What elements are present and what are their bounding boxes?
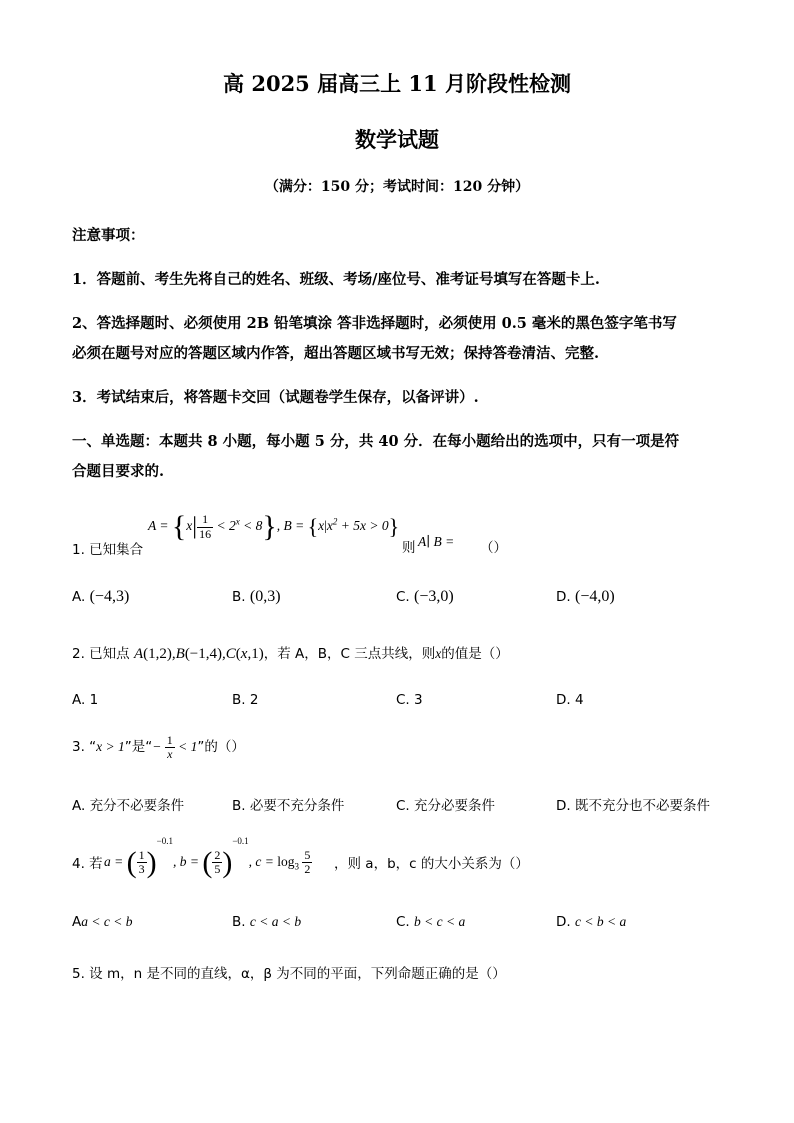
note-3: 3．考试结束后，将答题卡交回（试题卷学生保存，以备评讲）. bbox=[72, 389, 479, 406]
variable-x: x bbox=[435, 646, 442, 661]
question-3-prefix: 3. “ bbox=[72, 738, 97, 755]
exam-title: 高 2025 届高三上 11 月阶段性检测 bbox=[223, 71, 571, 96]
section-heading-line-1: 一、单选题：本题共 8 小题，每小题 5 分，共 40 分．在每小题给出的选项中，只有一项是符 bbox=[72, 433, 680, 450]
q1-option-c[interactable]: C. (−3,0) bbox=[396, 588, 454, 605]
question-3-mid: ”是“ bbox=[124, 738, 153, 755]
question-3 bbox=[72, 734, 245, 761]
q3-option-b[interactable]: B. 必要不充分条件 bbox=[232, 798, 345, 814]
q3-option-d[interactable]: D. 既不充分也不必要条件 bbox=[556, 798, 710, 814]
q2-option-b[interactable]: B. 2 bbox=[232, 692, 259, 708]
q1-option-d[interactable]: D. (−4,0) bbox=[556, 588, 615, 605]
intersection-expression: A∣ B = bbox=[418, 534, 455, 549]
note-2-line-2: 必须在题号对应的答题区域内作答，超出答题区域书写无效；保持答卷清洁、完整. bbox=[72, 345, 600, 362]
question-4-tail: ，则 a，b，c 的大小关系为（） bbox=[334, 856, 529, 872]
q2-option-a[interactable]: A. 1 bbox=[72, 692, 99, 708]
q4-option-a[interactable]: Aa < c < b bbox=[72, 914, 133, 930]
question-1-tail: （） bbox=[480, 540, 507, 556]
notes-heading: 注意事项： bbox=[72, 227, 145, 244]
q1-option-a[interactable]: A. (−4,3) bbox=[72, 588, 130, 605]
abc-definitions: a = ( $\frac{1}{3}$ )$^{-0.1}$, b = ( $\frac{2}{5}$ )$^{-0.1}$, $c = \log_3$ $\frac{5}{2}$ bbox=[104, 836, 311, 879]
question-2-prefix: 2. 已知点 bbox=[72, 646, 130, 662]
q3-option-c[interactable]: C. 充分必要条件 bbox=[396, 798, 496, 814]
q1-option-b[interactable]: B. (0,3) bbox=[232, 588, 281, 605]
q3-option-a[interactable]: A. 充分不必要条件 bbox=[72, 798, 185, 814]
note-2-line-1: 2、答选择题时、必须使用 2B 铅笔填涂 答非选择题时，必须使用 0.5 毫米的黑色签字笔书写 bbox=[72, 315, 677, 332]
question-5: 5. 设 m，n 是不同的直线，α，β 为不同的平面，下列命题正确的是（） bbox=[72, 966, 506, 982]
points-formula: A(1,2),B(−1,4),C(x,1) bbox=[133, 646, 264, 662]
section-heading-line-2: 合题目要求的. bbox=[72, 463, 165, 480]
question-1-prefix: 1. 已知集合 bbox=[72, 542, 144, 558]
question-2 bbox=[72, 642, 509, 663]
q4-option-d[interactable]: D. c < b < a bbox=[556, 914, 627, 930]
note-1: 1．答题前、考生先将自己的姓名、班级、考场/座位号、准考证号填写在答题卡上. bbox=[72, 271, 600, 288]
question-2-tail: 的值是（） bbox=[441, 646, 509, 662]
subject-title: 数学试题 bbox=[355, 127, 439, 152]
q4-option-c[interactable]: C. b < c < a bbox=[396, 914, 466, 930]
question-2-mid: ，若 A，B，C 三点共线，则 bbox=[263, 646, 436, 662]
question-1-suffix: 则 bbox=[402, 540, 416, 556]
q4-option-b[interactable]: B. c < a < b bbox=[232, 914, 302, 930]
set-a-b-formula: A = {x| $\frac{1}{16}$ < $2^x < 8$}, $B = \{x|x^2 + 5x > 0\}$ bbox=[148, 510, 400, 543]
question-4-prefix: 4. 若 bbox=[72, 856, 103, 872]
condition-formula: x > 1 bbox=[96, 738, 125, 754]
exam-info: （满分：150 分；考试时间：120 分钟） bbox=[264, 179, 530, 195]
q2-option-c[interactable]: C. 3 bbox=[396, 692, 423, 708]
question-3-tail: ”的（） bbox=[197, 738, 245, 755]
q2-option-d[interactable]: D. 4 bbox=[556, 692, 584, 708]
fraction-condition: − $\frac{1}{x}$ < 1 bbox=[152, 733, 198, 762]
